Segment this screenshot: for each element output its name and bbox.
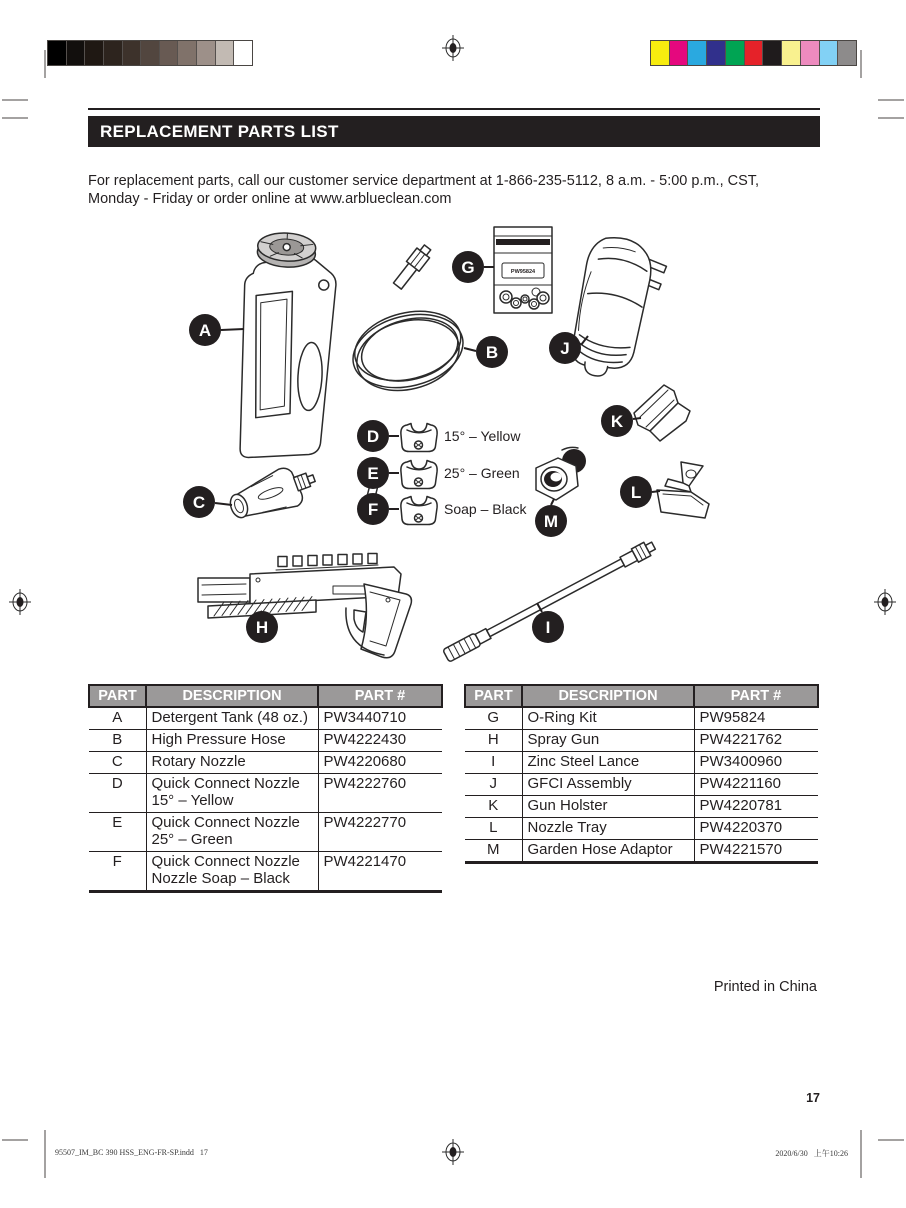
callout-A [189,314,221,346]
color-swatch [669,41,688,65]
part-number: PW4222770 [318,813,442,852]
parts-diagram [88,215,820,675]
svg-text:M: M [543,512,559,531]
part-letter: I [465,752,522,774]
nozzle-25-label: 25° – Green [444,465,520,481]
part-number: PW4221160 [694,774,818,796]
callout-B [476,336,508,368]
part-letter: M [465,840,522,863]
part-letter: F [89,852,146,892]
parts-table-right [464,684,819,864]
svg-text:D: D [366,427,380,446]
svg-text:I: I [545,618,551,637]
part-description: O-Ring Kit [522,707,694,730]
part-nozzle-25 [401,461,437,489]
gray-swatch [66,41,85,65]
callout-G [452,251,484,283]
col-header-part: PART [89,685,146,707]
nozzle-15-label: 15° – Yellow [444,428,521,444]
part-number: PW4221570 [694,840,818,863]
svg-text:H: H [255,618,269,637]
section-header-bar [88,116,820,147]
part-description: Gun Holster [522,796,694,818]
part-description: Rotary Nozzle [146,752,318,774]
gray-swatch [103,41,122,65]
svg-text:J: J [560,339,570,358]
part-number: PW95824 [694,707,818,730]
part-spray-gun [198,554,411,658]
color-swatch [762,41,781,65]
callout-E [357,457,389,489]
part-gfci-assembly [561,231,671,386]
table-row [465,774,818,796]
svg-text:E: E [367,464,379,483]
col-header-description: DESCRIPTION [522,685,694,707]
svg-text:L: L [630,483,642,502]
part-detergent-tank [236,231,339,462]
part-description: Zinc Steel Lance [522,752,694,774]
part-lance [442,539,657,663]
callout-H [246,611,278,643]
intro-line-2: Monday - Friday or order online at www.arblueclean.com [88,190,452,207]
part-description: Quick Connect Nozzle 15° – Yellow [146,774,318,813]
part-number: PW4221470 [318,852,442,892]
part-description: Quick Connect Nozzle 25° – Green [146,813,318,852]
part-number: PW3440710 [318,707,442,730]
part-garden-hose-adaptor [536,447,586,500]
callout-M [535,505,567,537]
col-header-part: PART [465,685,522,707]
footer-filename: 95507_IM_BC 390 HSS_ENG-FR-SP.indd 17 [55,1148,208,1157]
table-row [465,818,818,840]
callout-J [549,332,581,364]
part-letter: D [89,774,146,813]
gray-swatch [215,41,234,65]
color-swatch [725,41,744,65]
footer-timestamp: 2020/6/30 上午10:26 [775,1149,848,1158]
part-description: Nozzle Tray [522,818,694,840]
part-nozzle-tray [657,462,709,518]
printed-in-china-text: Printed in China [713,979,817,995]
part-letter: L [465,818,522,840]
part-rotary-nozzle [224,459,321,528]
color-swatch [819,41,838,65]
part-gun-holster [634,385,690,441]
table-header-row [465,685,818,707]
table-row [89,730,442,752]
callout-I [532,611,564,643]
gray-swatch [233,41,252,65]
part-number: PW4220680 [318,752,442,774]
callout-D [357,420,389,452]
svg-text:F: F [367,500,379,519]
part-description: Spray Gun [522,730,694,752]
part-nozzle-soap [401,497,437,525]
table-row [465,796,818,818]
callout-L [620,476,652,508]
parts-table-left [88,684,443,893]
gray-swatch [48,41,66,65]
part-letter: H [465,730,522,752]
color-swatch [781,41,800,65]
intro-paragraph [88,173,808,208]
table-row [465,752,818,774]
part-letter: E [89,813,146,852]
gray-swatch [159,41,178,65]
table-row [89,752,442,774]
page-number: 17 [806,1091,820,1105]
gray-swatch [140,41,159,65]
part-description: GFCI Assembly [522,774,694,796]
callout-C [183,486,215,518]
gray-swatch [196,41,215,65]
color-swatch [800,41,819,65]
bag-label-text: PW95824 [510,269,536,275]
table-header-row [89,685,442,707]
color-swatch [651,41,669,65]
svg-text:A: A [198,321,212,340]
part-description: Detergent Tank (48 oz.) [146,707,318,730]
svg-text:B: B [485,343,499,362]
gray-swatch [122,41,141,65]
callout-F [357,493,389,525]
color-swatch [687,41,706,65]
table-row [89,852,442,892]
grayscale-calibration-bar [47,40,253,66]
svg-text:C: C [192,493,206,512]
part-letter: C [89,752,146,774]
part-description: Garden Hose Adaptor [522,840,694,863]
part-oring-kit-bag [494,227,552,313]
color-calibration-bar [650,40,857,66]
gray-swatch [177,41,196,65]
page-title: REPLACEMENT PARTS LIST [100,121,339,141]
svg-text:K: K [610,412,624,431]
color-swatch [744,41,763,65]
part-letter: B [89,730,146,752]
table-row [89,813,442,852]
part-description: Quick Connect Nozzle Nozzle Soap – Black [146,852,318,892]
part-letter: J [465,774,522,796]
part-letter: G [465,707,522,730]
part-number: PW4222760 [318,774,442,813]
table-row [465,707,818,730]
svg-text:G: G [461,258,475,277]
part-letter: A [89,707,146,730]
part-number: PW4220781 [694,796,818,818]
part-letter: K [465,796,522,818]
color-swatch [706,41,725,65]
part-number: PW4220370 [694,818,818,840]
intro-line-1: For replacement parts, call our customer service department at 1-866-235-5112, 8 a.m. - 5:00 p.m., CST, [88,173,760,189]
part-number: PW3400960 [694,752,818,774]
table-row [89,707,442,730]
gray-swatch [84,41,103,65]
table-row [465,840,818,863]
part-nozzle-15 [401,424,437,452]
table-row [89,774,442,813]
col-header-partno: PART # [318,685,442,707]
header-rule [88,108,820,110]
nozzle-soap-label: Soap – Black [444,501,527,517]
part-number: PW4221762 [694,730,818,752]
color-swatch [837,41,856,65]
col-header-partno: PART # [694,685,818,707]
part-description: High Pressure Hose [146,730,318,752]
table-row [465,730,818,752]
callout-K [601,405,633,437]
part-number: PW4222430 [318,730,442,752]
col-header-description: DESCRIPTION [146,685,318,707]
